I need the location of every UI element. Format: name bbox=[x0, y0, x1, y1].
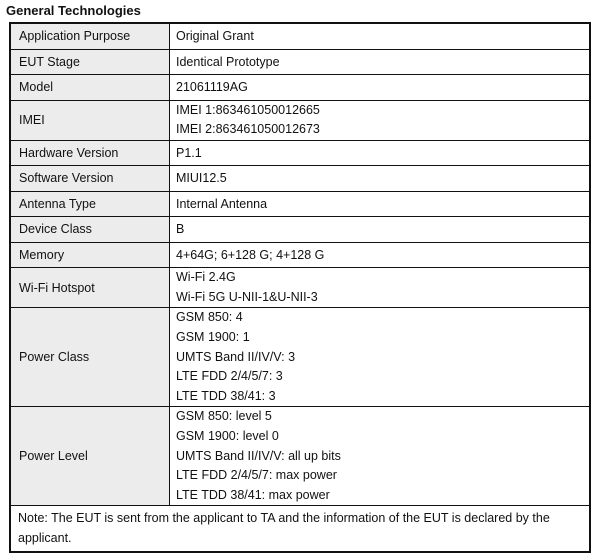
row-value bbox=[170, 268, 591, 308]
row-value bbox=[170, 407, 591, 506]
row-label: Power Level bbox=[10, 407, 170, 506]
value-line: LTE TDD 38/41: max power bbox=[176, 487, 330, 502]
row-value: Original Grant bbox=[170, 23, 591, 49]
value-line: GSM 1900: 1 bbox=[176, 329, 250, 344]
value-line: LTE FDD 2/4/5/7: 3 bbox=[176, 369, 283, 384]
row-label: Software Version bbox=[10, 166, 170, 192]
table-row-imei bbox=[10, 100, 590, 140]
row-label: Device Class bbox=[10, 217, 170, 243]
table-row-software-version bbox=[10, 166, 590, 192]
table-row-hardware-version bbox=[10, 140, 590, 166]
note-text: Note: The EUT is sent from the applicant to TA and the information of the EUT is declared by the applicant. bbox=[10, 506, 590, 553]
value-line: GSM 1900: level 0 bbox=[176, 428, 279, 443]
row-value: MIUI12.5 bbox=[170, 166, 591, 192]
table-row-power-class bbox=[10, 308, 590, 407]
table-row-memory bbox=[10, 242, 590, 268]
row-value: Identical Prototype bbox=[170, 49, 591, 75]
value-line: UMTS Band II/IV/V: 3 bbox=[176, 349, 296, 364]
value-line: GSM 850: 4 bbox=[176, 310, 243, 325]
row-label: Antenna Type bbox=[10, 191, 170, 217]
value-line: Wi-Fi 2.4G bbox=[176, 270, 236, 285]
table-row-device-class bbox=[10, 217, 590, 243]
table-row-eut-stage bbox=[10, 49, 590, 75]
row-value: 4+64G; 6+128 G; 4+128 G bbox=[170, 242, 591, 268]
value-line: GSM 850: level 5 bbox=[176, 409, 272, 424]
value-line: UMTS Band II/IV/V: all up bits bbox=[176, 448, 341, 463]
value-line: LTE TDD 38/41: 3 bbox=[176, 388, 276, 403]
row-label: Power Class bbox=[10, 308, 170, 407]
row-label: EUT Stage bbox=[10, 49, 170, 75]
row-value: 21061119AG bbox=[170, 75, 591, 101]
value-line: IMEI 1:863461050012665 bbox=[176, 102, 320, 117]
row-label: Memory bbox=[10, 242, 170, 268]
row-value: B bbox=[170, 217, 591, 243]
table-row-application-purpose bbox=[10, 23, 590, 49]
row-label: Wi-Fi Hotspot bbox=[10, 268, 170, 308]
table-row-power-level bbox=[10, 407, 590, 506]
value-line: Wi-Fi 5G U-NII-1&U-NII-3 bbox=[176, 289, 318, 304]
row-value bbox=[170, 100, 591, 140]
row-label: Application Purpose bbox=[10, 23, 170, 49]
spec-table bbox=[9, 22, 591, 553]
table-row-model bbox=[10, 75, 590, 101]
row-label: IMEI bbox=[10, 100, 170, 140]
value-line: IMEI 2:863461050012673 bbox=[176, 122, 320, 137]
section-heading: General Technologies bbox=[6, 3, 141, 18]
row-label: Model bbox=[10, 75, 170, 101]
table-row-note bbox=[10, 506, 590, 553]
table-row-wifi-hotspot bbox=[10, 268, 590, 308]
table-row-antenna-type bbox=[10, 191, 590, 217]
value-line: LTE FDD 2/4/5/7: max power bbox=[176, 468, 337, 483]
row-value: Internal Antenna bbox=[170, 191, 591, 217]
row-value bbox=[170, 308, 591, 407]
row-value: P1.1 bbox=[170, 140, 591, 166]
row-label: Hardware Version bbox=[10, 140, 170, 166]
